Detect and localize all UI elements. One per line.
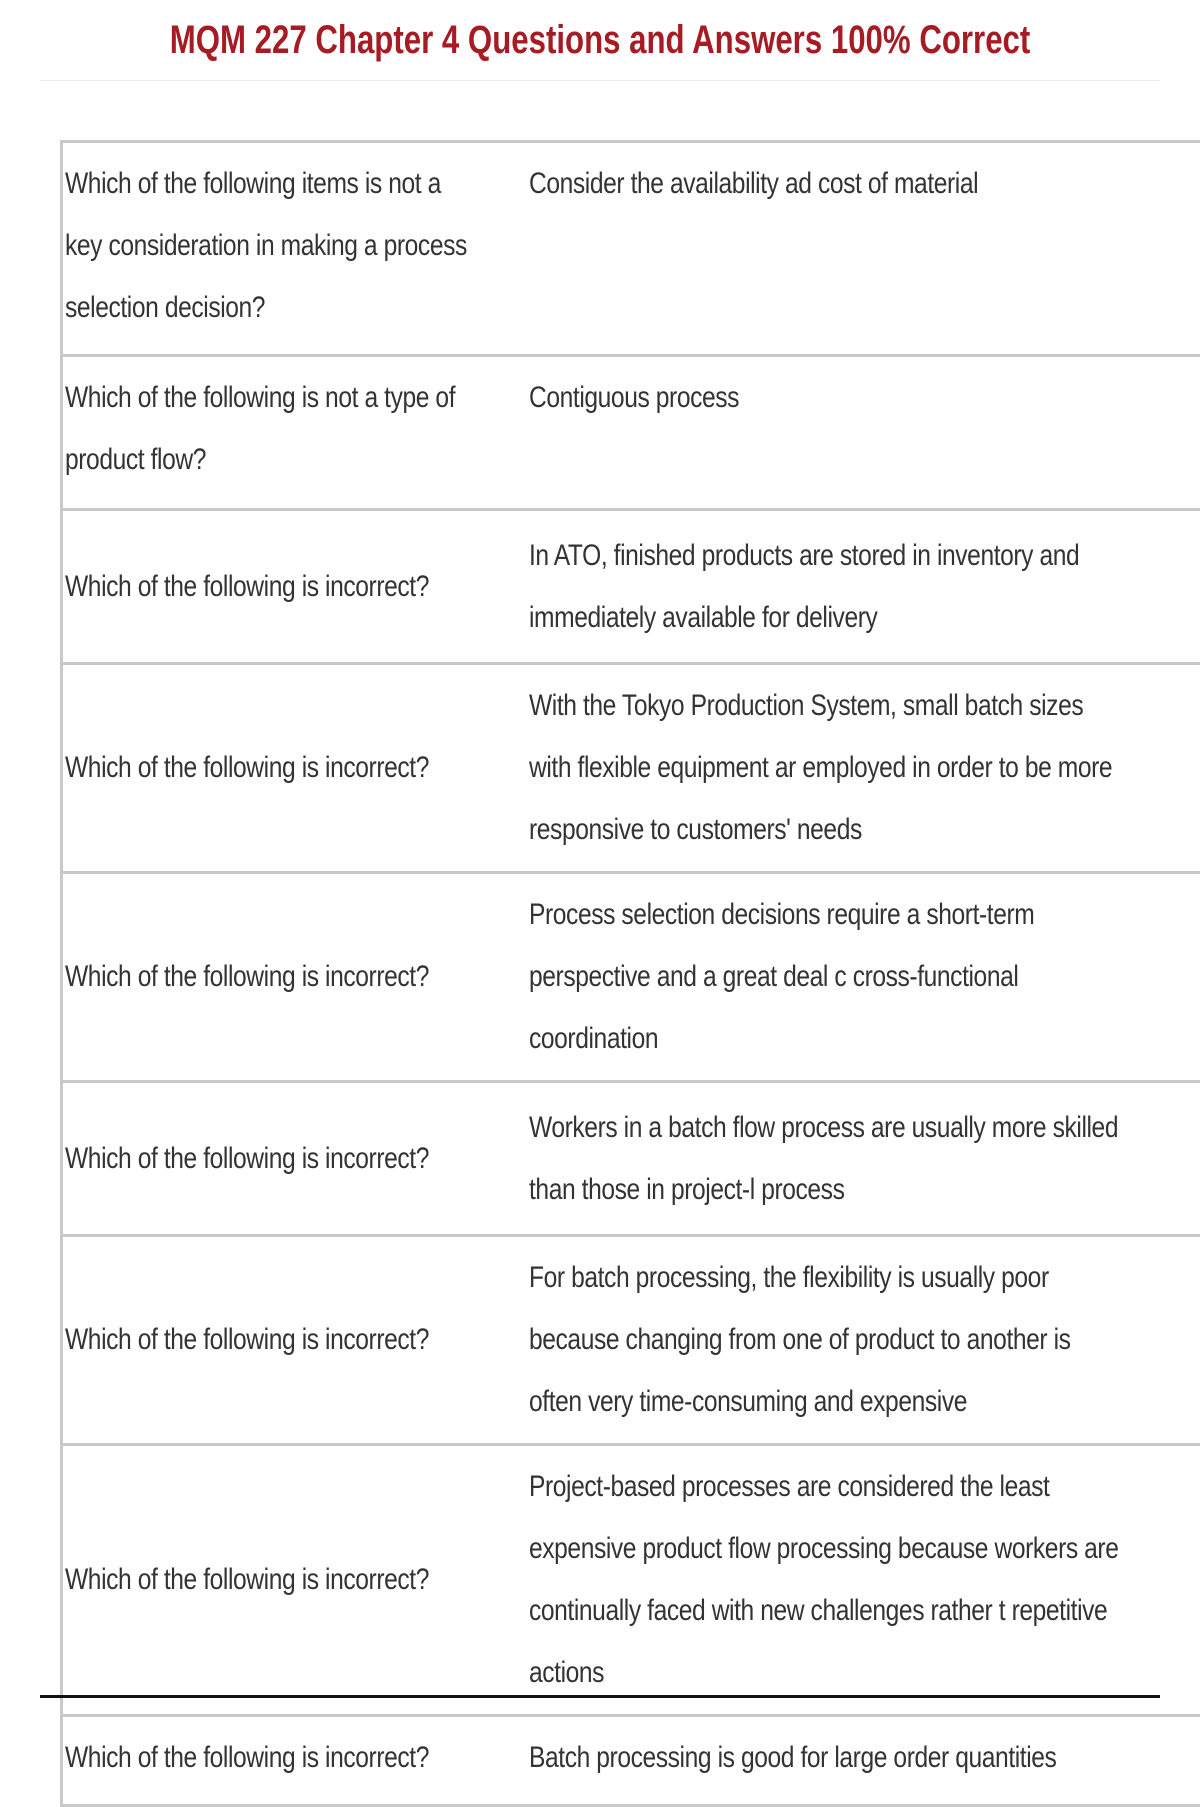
answer-cell (491, 1716, 1200, 1806)
question-text: Which of the following is incorrect? (65, 1128, 475, 1190)
answer-cell (491, 664, 1200, 873)
question-cell (62, 1236, 492, 1445)
answer-cell (491, 1236, 1200, 1445)
question-text: Which of the following is incorrect? (65, 737, 475, 799)
answer-text: Workers in a batch flow process are usually more skilled than those in project-l process (529, 1097, 1119, 1221)
question-cell (62, 1082, 492, 1236)
answer-cell (491, 356, 1200, 510)
question-cell (62, 1716, 492, 1806)
title-divider (40, 80, 1160, 81)
page-bottom-divider (40, 1695, 1160, 1698)
question-cell (62, 510, 492, 664)
question-text: Which of the following is incorrect? (65, 556, 475, 618)
question-text: Which of the following is incorrect? (65, 1309, 475, 1371)
answer-cell (491, 1445, 1200, 1716)
answer-text: Project-based processes are considered the least expensive product flow processing because workers are continually faced with new challenges rather t repetitive actions (529, 1456, 1119, 1704)
question-text: Which of the following is incorrect? (65, 946, 475, 1008)
table-row (62, 1445, 1200, 1716)
qa-table (60, 140, 1200, 1807)
answer-cell (491, 1082, 1200, 1236)
answer-cell (491, 510, 1200, 664)
question-text: Which of the following is incorrect? (65, 1549, 475, 1611)
table-row (62, 356, 1200, 510)
table-row (62, 664, 1200, 873)
table-row (62, 873, 1200, 1082)
answer-text: Batch processing is good for large order quantities (529, 1727, 1119, 1789)
answer-text: With the Tokyo Production System, small batch sizes with flexible equipment ar employed in order to be more responsive to customers' needs (529, 675, 1119, 861)
question-text: Which of the following is not a type of product flow? (65, 367, 475, 491)
question-cell (62, 142, 492, 356)
table-row (62, 1716, 1200, 1806)
table-row (62, 1082, 1200, 1236)
answer-text: Process selection decisions require a short-term perspective and a great deal c cross-functional coordination (529, 884, 1119, 1070)
question-cell (62, 1445, 492, 1716)
answer-text: Consider the availability ad cost of material (529, 153, 1119, 215)
question-cell (62, 664, 492, 873)
question-text: Which of the following items is not a key consideration in making a process selection decision? (65, 153, 475, 339)
answer-text: For batch processing, the flexibility is usually poor because changing from one of product to another is often very time-consuming and expensive (529, 1247, 1119, 1433)
table-row (62, 1236, 1200, 1445)
answer-text: In ATO, finished products are stored in inventory and immediately available for delivery (529, 525, 1119, 649)
question-cell (62, 356, 492, 510)
table-row (62, 510, 1200, 664)
answer-cell (491, 873, 1200, 1082)
question-cell (62, 873, 492, 1082)
answer-cell (491, 142, 1200, 356)
page-title: MQM 227 Chapter 4 Questions and Answers 100% Correct (163, 18, 1037, 63)
answer-text: Contiguous process (529, 367, 1119, 429)
table-row (62, 142, 1200, 356)
question-text: Which of the following is incorrect? (65, 1727, 475, 1789)
